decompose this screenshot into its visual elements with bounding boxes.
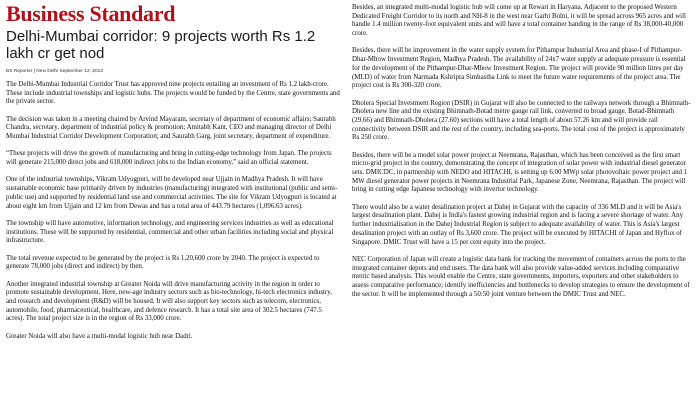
article-headline: Delhi-Mumbai corridor: 9 projects worth Rs 1.2 lakh cr get nod xyxy=(6,28,316,62)
paragraph: Besides, an integrated multi-modal logistic hub will come up at Rewari in Haryana. Adjacent to the proposed Western Dedicated Freight Corridor to its north and NH-8 in the west near Garhi Bolni, it will be spread across 965 acres and will handle 1.4 million twenty-foot equivalent units and will have a total container handing in the range of Rs 38,000-40,000 crore. xyxy=(352,4,686,38)
article-column-right xyxy=(352,4,692,308)
paragraph: Another integrated industrial township at Greater Noida will drive manufacturing activity in the region in order to promote sustainable development. Here, new-age industry sectors such as bio-technology, hi-tech electronics industry, and research and development (R&D) will be housed. It will also support key sectors such as telecom, electronics, automobile, food, pharmaceutical, healthcare, and defence research. It has a total site area of 302.5 hectares (747.5 acres). The total project size is in the region of Rs 33,000 crore. xyxy=(6,280,332,323)
paragraph: NEC Corporation of Japan will create a logistic data bank for tracking the movement of containers across the ports to the integrated container depots and end users. The data bank will also provide value-added services including comparative metric based analysis. This would enable the Centre, state governments, importers, exporters and other stakeholders to assess comparative performance; identify inefficiencies and bottlenecks to develop strategies to ensure the development of the sector. It will be implemented through a 50:50 joint venture between the DMIC Trust and NEC. xyxy=(352,255,690,298)
paragraph: There would also be a water desalination project at Dahej in Gujarat with the capacity of 336 MLD and it will be Asia's largest desalination plant. Dahej is India's fastest growing industrial region and is facing a severe shortage of water. Any further industrialisation in the Dahej Industrial Region is subject to adequate availability of water. This is Asia's largest desalination project with an outlay of Rs 3,600 crore. The project will be executed by HITACHI of Japan and Hyflux of Singapore. DMIC Trust will have a 15 per cent equity into the project. xyxy=(352,203,684,246)
masthead-logo: Business Standard xyxy=(6,1,176,26)
paragraph: The township will have automotive, information technology, and engineering services industries as well as educational institutions. These will be supported by residential, commercial and other urban facilities including social and physical infrastructure. xyxy=(6,219,334,245)
paragraph: One of the industrial townships, Vikram Udyogpuri, will be developed near Ujjain in Madhya Pradesh. It will have sustainable economic base primarily driven by industries (manufacturing) integrated with institutional (public and semi-public use) and supported by residential land use and commercial activities. The site for Vikram Udyogpuri is located at about eight km from Ujjain and 12 km from Dewas and has a total area of 443.79 hectares (1,096.63 acres). xyxy=(6,176,338,210)
paragraph: The total revenue expected to be generated by the project is Rs 1,20,600 crore by 2040. The project is expected to generate 78,000 jobs (direct and indirect) by then. xyxy=(6,254,320,271)
paragraph: The decision was taken in a meeting chaired by Arvind Mayaram, secretary of department of economic affairs; Saurabh Chandra, secretary, department of industrial policy & promotion; Amitabh Kant, CEO and managing director of Delhi Mumbai Industrial Corridor Development Corporation; and Saurabh Garg, joint secretary, department of expenditure. xyxy=(6,115,336,141)
paragraph: Besides, there will be improvement in the water supply system for Pithampur Industrial Area and phase-I of Pithampur-Dhar-Mhow Investment Region, Madhya Pradesh. The availability of 24x7 water supply at adequate pressure is essential for the development of the Pithampur-Dhar-Mhow Investment Region. The project will provide 90 million litres per day (MLD) of water from Narmada Kshripra Simhastha Link to meet the future water requirements of the project area. The project cost is Rs 300-320 crore. xyxy=(352,47,686,90)
paragraph: The Delhi-Mumbai Industrial Corridor Trust has approved nine projects entailing an investment of Rs 1.2 lakh-crore. These include industrial townships and logistic hubs. The projects would be funded by the Centre, state governments and the private sector. xyxy=(6,81,340,106)
paragraph: Dholera Special Investment Region (DSIR) in Gujarat will also be connected to the railways network through a Bhimnath-Dholera new line and the existing Bhimnath-Botad metre gauge rail link, converted to broad gauge. Botad-Bhimnath (29.66) and Bhimnath-Dholera (27.60) sections will have a total length of about 57.26 km and will provide rail connectivity between DSIR and the rest of the country, including sea-ports. The total cost of the project is approximately Rs 250 crore. xyxy=(352,99,691,142)
paragraph: Greater Noida will also have a multi-modal logistic hub near Dadri. xyxy=(6,332,193,340)
paragraph: Besides, there will be a model solar power project at Neemrana, Rajasthan, which has been conceived as the first smart micro-grid project in the country, demonstrating the concept of integration of solar power with industrial diesel generator sets. DMICDC, in partnership with NEDO and HITACHI, is setting up 6.00 MWp solar photovoltaic power project and 1 MW diesel generator power projects in Neemrana Industrial Park, Japanese Zone, Neemrana, Rajasthan. The project will bring in cutting edge Japanese technology with invertor technology. xyxy=(352,151,688,194)
article-column-left xyxy=(6,81,340,350)
article-byline: BS Reporter | New Delhi September 12, 2013 xyxy=(6,69,103,74)
paragraph: “These projects will drive the growth of manufacturing and bring in cutting-edge technology from Japan. The projects will generate 215,000 direct jobs and 618,000 indirect jobs to the Indian economy,” said an official statement. xyxy=(6,150,332,167)
